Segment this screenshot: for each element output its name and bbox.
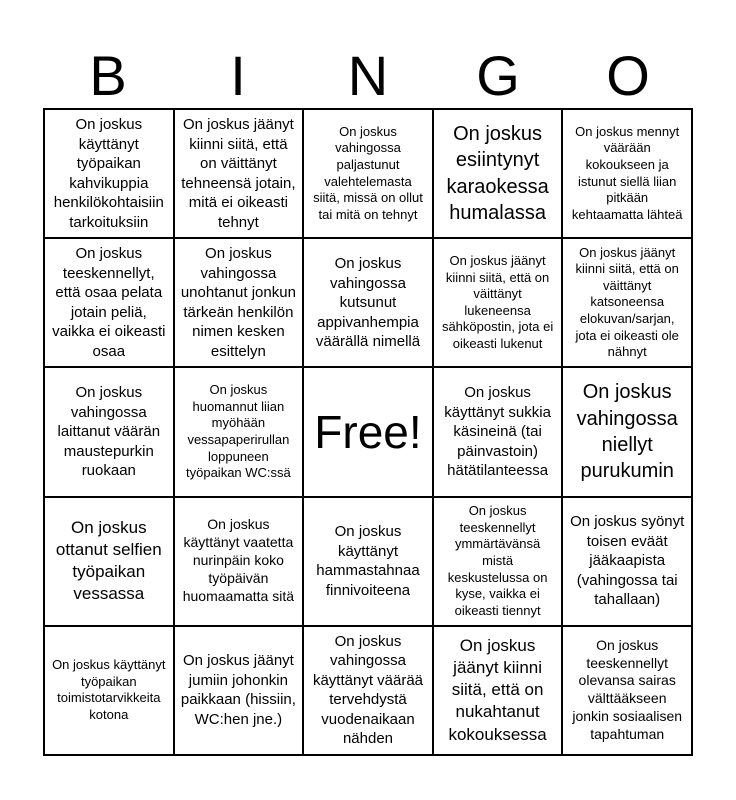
bingo-cell[interactable]: On joskus jäänyt jumiin johonkin paikkaan (hissiin, WC:hen jne.) [174, 626, 304, 755]
bingo-grid [43, 108, 693, 756]
bingo-cell[interactable]: On joskus jäänyt kiinni siitä, että on nukahtanut kokouksessa [433, 626, 563, 755]
bingo-cell[interactable]: On joskus käyttänyt hammastahnaa finnivoiteena [303, 497, 433, 626]
bingo-cell[interactable]: On joskus käyttänyt työpaikan kahvikuppia henkilökohtaisiin tarkoituksiin [44, 109, 174, 238]
bingo-cell[interactable]: On joskus jäänyt kiinni siitä, että on väittänyt lukeneensa sähköpostin, jota ei oikeasti lukenut [433, 238, 563, 367]
header-letter-n: N [347, 44, 389, 107]
bingo-cell[interactable]: On joskus teeskennellyt, että osaa pelata jotain peliä, vaikka ei oikeasti osaa [44, 238, 174, 367]
bingo-cell[interactable]: On joskus käyttänyt vaatetta nurinpäin koko työpäivän huomaamatta sitä [174, 497, 304, 626]
bingo-cell[interactable]: On joskus mennyt väärään kokoukseen ja istunut siellä liian pitkään kehtaamatta lähteä [562, 109, 692, 238]
bingo-cell[interactable]: On joskus käyttänyt sukkia käsineinä (tai päinvastoin) hätätilanteessa [433, 367, 563, 496]
bingo-cell[interactable]: On joskus jäänyt kiinni siitä, että on väittänyt tehneensä jotain, mitä ei oikeasti tehnyt [174, 109, 304, 238]
header-letter-o: O [606, 44, 650, 107]
header-letter-i: I [230, 44, 246, 107]
bingo-cell[interactable]: On joskus syönyt toisen eväät jääkaapista (vahingossa tai tahallaan) [562, 497, 692, 626]
bingo-cell[interactable]: On joskus vahingossa unohtanut jonkun tärkeän henkilön nimen kesken esittelyn [174, 238, 304, 367]
bingo-cell[interactable]: On joskus teeskennellyt ymmärtävänsä mistä keskustelussa on kyse, vaikka ei oikeasti tiennyt [433, 497, 563, 626]
bingo-cell[interactable]: On joskus vahingossa käyttänyt väärää tervehdystä vuodenaikaan nähden [303, 626, 433, 755]
bingo-cell[interactable]: On joskus vahingossa laittanut väärän maustepurkin ruokaan [44, 367, 174, 496]
bingo-cell[interactable]: On joskus huomannut liian myöhään vessapaperirullan loppuneen työpaikan WC:ssä [174, 367, 304, 496]
free-space-cell[interactable]: Free! [303, 367, 433, 496]
bingo-cell[interactable]: On joskus esiintynyt karaokessa humalassa [433, 109, 563, 238]
bingo-cell[interactable]: On joskus teeskennellyt olevansa sairas välttääkseen jonkin sosiaalisen tapahtuman [562, 626, 692, 755]
bingo-cell[interactable]: On joskus käyttänyt työpaikan toimistotarvikkeita kotona [44, 626, 174, 755]
bingo-cell[interactable]: On joskus vahingossa niellyt purukumin [562, 367, 692, 496]
header-letter-b: B [89, 44, 127, 107]
bingo-header [43, 44, 693, 108]
bingo-cell[interactable]: On joskus jäänyt kiinni siitä, että on väittänyt katsoneensa elokuvan/sarjan, jota ei oikeasti ole nähnyt [562, 238, 692, 367]
header-letter-g: G [476, 44, 520, 107]
bingo-cell[interactable]: On joskus ottanut selfien työpaikan vessassa [44, 497, 174, 626]
bingo-cell[interactable]: On joskus vahingossa paljastunut valehtelemasta siitä, missä on ollut tai mitä on tehnyt [303, 109, 433, 238]
bingo-cell[interactable]: On joskus vahingossa kutsunut appivanhempia väärällä nimellä [303, 238, 433, 367]
